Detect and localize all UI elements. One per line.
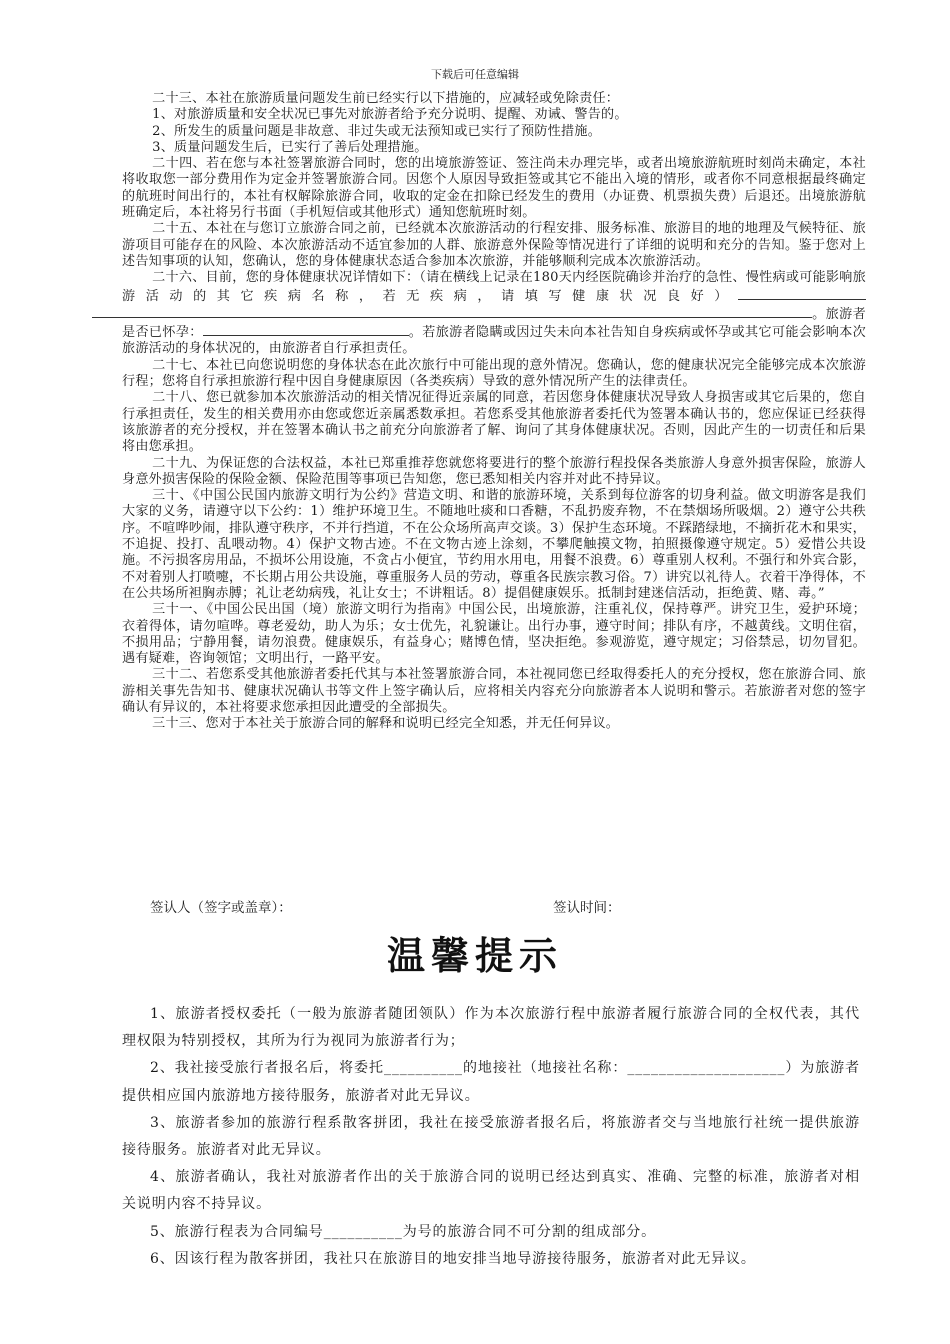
clause-23-item-1: 1、对旅游质量和安全状况已事先对旅游者给予充分说明、提醒、劝诫、警告的。	[152, 107, 628, 123]
tip-item-2-text-b: 的地接社（地接社名称：	[462, 1060, 628, 1077]
local-agency-blank[interactable]: __________	[383, 1060, 463, 1077]
tip-item-5	[122, 1219, 860, 1246]
clause-25: 二十五、本社在与您订立旅游合同之前，已经就本次旅游活动的行程安排、服务标准、旅游目的地的地理及气候特征、旅游项目可能存在的风险、本次旅游活动不适宜参加的人群、旅游意外保险等情况进行了详细的说明和充分的告知。鉴于您对上述告知事项的认知，您确认，您的身体健康状态适合参加本次旅游，并能够顺利完成本次旅游活动。	[122, 221, 866, 269]
clause-27: 二十七、本社已向您说明您的身体状态在此次旅行中可能出现的意外情况。您确认，您的健康状况完全能够完成本次旅游行程；您将自行承担旅游行程中因自身健康原因（各类疾病）导致的意外情况所产生的法律责任。	[122, 357, 866, 390]
clause-31: 三十一、《中国公民出国（境）旅游文明行为指南》中国公民，出境旅游，注重礼仪，保持尊严。讲究卫生，爱护环境；衣着得体，请勿喧哗。尊老爱幼，助人为乐；女士优先，礼貌谦让。出行办事，遵守时间；排队有序，不越黄线。文明住宿，不损用品；宁静用餐，请勿浪费。健康娱乐，有益身心；赌博色情，坚决拒绝。参观游览，遵守规定；习俗禁忌，切勿冒犯。遇有疑难，咨询领馆；文明出行，一路平安。	[122, 602, 866, 667]
tip-item-6: 6、因该行程为散客拼团，我社只在旅游目的地安排当地导游接待服务，旅游者对此无异议。	[150, 1250, 756, 1267]
sign-time-label: 签认时间：	[553, 900, 621, 916]
tip-item-5-text-b: 为号的旅游合同不可分割的组成部分。	[402, 1223, 657, 1240]
clause-30: 三十、《中国公民国内旅游文明行为公约》营造文明、和谐的旅游环境，关系到每位游客的切身利益。做文明游客是我们大家的义务，请遵守以下公约：1）维护环境卫生。不随地吐痰和口香糖，不乱扔废弃物，不在禁烟场所吸烟。2）遵守公共秩序。不喧哗吵闹，排队遵守秩序，不并行挡道，不在公众场所高声交谈。3）保护生态环境。不踩踏绿地，不摘折花木和果实，不追捉、投打、乱喂动物。4）保护文物古迹。不在文物古迹上涂刻，不攀爬触摸文物，拍照摄像遵守规定。5）爱惜公共设施。不污损客房用品，不损坏公用设施，不贪占小便宜，节约用水用电，用餐不浪费。6）尊重别人权利。不强行和外宾合影，不对着别人打喷嚏，不长期占用公共设施，尊重服务人员的劳动，尊重各民族宗教习俗。7）讲究以礼待人。衣着干净得体，不在公共场所袒胸赤膊；礼让老幼病残，礼让女士；不讲粗话。8）提倡健康娱乐。抵制封建迷信活动，拒绝黄、赌、毒。”	[122, 488, 866, 601]
pregnancy-blank[interactable]	[203, 323, 409, 336]
contract-number-blank[interactable]: __________	[323, 1223, 403, 1240]
clause-23: 二十三、本社在旅游质量问题发生前已经实行以下措施的，应减轻或免除责任：	[152, 91, 620, 106]
page-header: 下载后可任意编辑	[431, 68, 519, 81]
agency-name-blank[interactable]: ____________________	[627, 1060, 786, 1077]
clause-26-text-b: 。旅游者是否已怀孕：	[122, 306, 866, 341]
clause-29: 二十九、为保证您的合法权益，本社已郑重推荐您就您将要进行的整个旅游行程投保各类旅游人身意外损害保险，旅游人身意外损害保险的保险金额、保险范围等事项已告知您，您已悉知相关内容并对此不持异议。	[122, 455, 866, 487]
health-status-blank-2[interactable]	[92, 305, 812, 318]
clause-26-text-a: 二十六、目前，您的身体健康状况详情如下：（请在横线上记录在180天内经医院确诊并治疗的急性、慢性病或可能影响旅游活动的其它疾病名称，若无疾病，请填写健康状况良好）	[122, 270, 866, 304]
signer-label: 签认人（签字或盖章）：	[150, 900, 292, 916]
clause-32: 三十二、若您系受其他旅游者委托代其与本社签署旅游合同，本社视同您已经取得委托人的充分授权，您在旅游合同、旅游相关事先告知书、健康状况确认书等文件上签字确认后，应将相关内容充分向旅游者本人说明和警示。若旅游者对您的签字确认有异议的，本社将要求您承担因此遭受的全部损失。	[122, 667, 866, 715]
tip-item-2-text-a: 2、我社接受旅行者报名后，将委托	[150, 1060, 384, 1077]
tips-title: 温馨提示	[386, 934, 563, 978]
tip-item-2	[122, 1055, 860, 1109]
contract-clauses	[122, 91, 866, 733]
clause-26	[122, 270, 866, 357]
tip-item-5-text-a: 5、旅游行程表为合同编号	[150, 1223, 324, 1240]
tip-item-2-text-c: ）为旅游者提供相应国内旅游地方接待服务，旅游者对此无异议。	[122, 1060, 861, 1104]
tips-section	[122, 1001, 860, 1273]
clause-24: 二十四、若在您与本社签署旅游合同时，您的出境旅游签证、签注尚未办理完毕，或者出境旅游航班时刻尚未确定，本社将收取您一部分费用作为定金并签署旅游合同。因您个人原因导致拒签或其它不能出入境的情形，或者你不同意根据最终确定的航班时间出行的，本社有权解除旅游合同，收取的定金在扣除已经发生的费用（办证费、机票损失费）后退还。出境旅游航班确定后，本社将另行书面（手机短信或其他形式）通知您航班时刻。	[122, 156, 866, 221]
clause-28: 二十八、您已就参加本次旅游活动的相关情况征得近亲属的同意，若因您身体健康状况导致人身损害或其它后果的，您自行承担责任，发生的相关费用亦由您或您近亲属悉数承担。若您系受其他旅游者委托代为签署本确认书的，您应保证已经获得该旅游者的充分授权，并在签署本确认书之前充分向旅游者了解、询问了其身体健康状况。否则，因此产生的一切责任和后果将由您承担。	[122, 390, 866, 455]
clause-23-item-2: 2、所发生的质量问题是非故意、非过失或无法预知或已实行了预防性措施。	[152, 123, 602, 139]
health-status-blank[interactable]	[738, 287, 866, 300]
signature-row	[150, 896, 850, 916]
clause-33: 三十三、您对于本社关于旅游合同的解释和说明已经完全知悉，并无任何异议。	[152, 716, 620, 732]
clause-23-item-3: 3、质量问题发生后，已实行了善后处理措施。	[152, 139, 428, 155]
tip-item-1: 1、旅游者授权委托（一般为旅游者随团领队）作为本次旅游行程中旅游者履行旅游合同的全权代表，其代理权限为特别授权，其所为行为视同为旅游者行为；	[122, 1006, 860, 1050]
tip-item-4: 4、旅游者确认，我社对旅游者作出的关于旅游合同的说明已经达到真实、准确、完整的标准，旅游者对相关说明内容不持异议。	[122, 1169, 860, 1213]
clause-26-text-c: 。若旅游者隐瞒或因过失未向本社告知自身疾病或怀孕或其它可能会影响本次旅游活动的身体状况的，由旅游者自行承担责任。	[122, 325, 867, 357]
tip-item-3: 3、旅游者参加的旅游行程系散客拼团，我社在接受旅游者报名后，将旅游者交与当地旅行社统一提供旅游接待服务。旅游者对此无异议。	[122, 1114, 860, 1159]
